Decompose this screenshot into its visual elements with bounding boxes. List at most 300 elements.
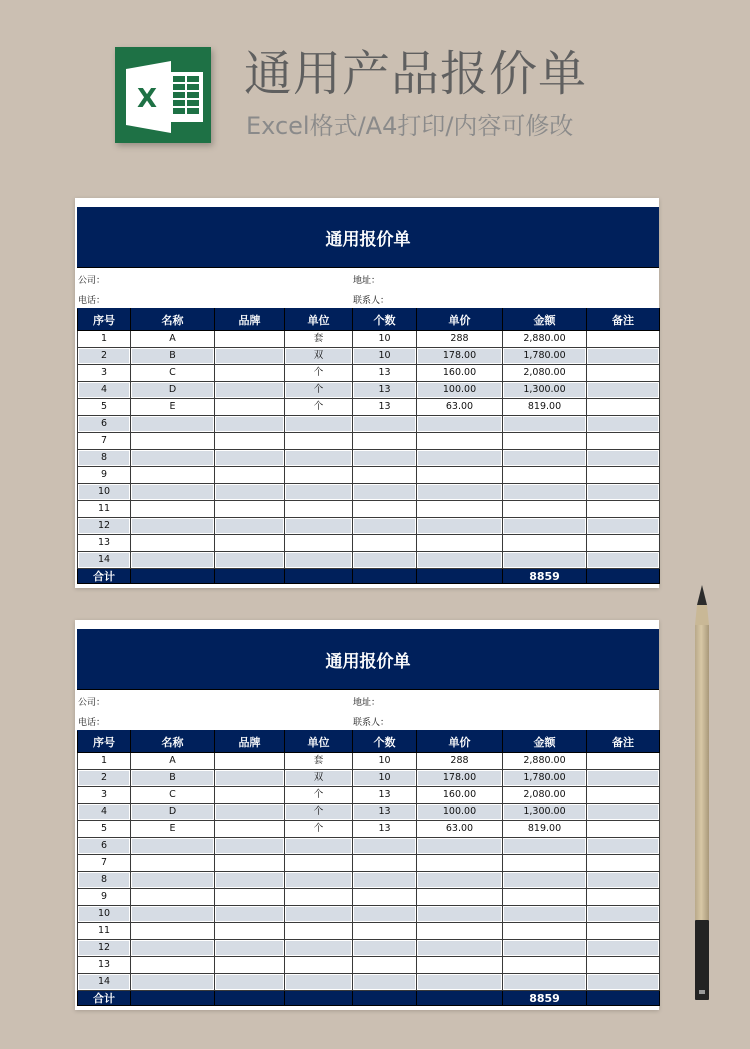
contact-label: 联系人： (353, 296, 390, 306)
table-cell[interactable]: 14 (78, 974, 131, 991)
table-cell[interactable] (215, 399, 285, 416)
table-cell[interactable] (131, 416, 215, 433)
table-row (78, 348, 660, 365)
total-empty-cell (285, 991, 353, 1006)
table-cell[interactable] (215, 770, 285, 787)
phone-label: 电话： (78, 296, 106, 306)
total-row (78, 991, 660, 1006)
table-cell[interactable]: 2 (78, 348, 131, 365)
table-row (78, 753, 660, 770)
table-cell[interactable] (587, 889, 660, 906)
table-cell[interactable] (503, 889, 587, 906)
table-row (78, 838, 660, 855)
table-cell[interactable]: 13 (353, 821, 417, 838)
contact-label: 联系人： (353, 718, 390, 728)
table-row (78, 906, 660, 923)
table-cell[interactable] (587, 416, 660, 433)
table-cell[interactable] (503, 923, 587, 940)
table-cell[interactable] (417, 535, 503, 552)
table-cell[interactable]: D (131, 382, 215, 399)
table-cell[interactable] (285, 433, 353, 450)
table-row (78, 872, 660, 889)
column-header: 个数 (353, 731, 417, 753)
table-cell[interactable] (353, 889, 417, 906)
table-cell[interactable] (417, 433, 503, 450)
table-cell[interactable] (215, 433, 285, 450)
quote-table (77, 730, 660, 1006)
table-cell[interactable]: 4 (78, 382, 131, 399)
table-cell[interactable]: 个 (285, 365, 353, 382)
table-cell[interactable] (587, 923, 660, 940)
total-empty-cell (353, 991, 417, 1006)
table-cell[interactable]: E (131, 821, 215, 838)
table-cell[interactable]: 10 (353, 348, 417, 365)
table-cell[interactable] (587, 906, 660, 923)
table-cell[interactable] (587, 552, 660, 569)
table-cell[interactable] (587, 467, 660, 484)
column-header: 单价 (417, 309, 503, 331)
table-cell[interactable] (131, 450, 215, 467)
total-label: 合计 (78, 991, 131, 1006)
column-header: 单位 (285, 731, 353, 753)
table-cell[interactable] (587, 872, 660, 889)
table-cell[interactable] (285, 923, 353, 940)
table-cell[interactable] (215, 872, 285, 889)
table-cell[interactable]: 5 (78, 821, 131, 838)
table-cell[interactable]: 3 (78, 787, 131, 804)
table-cell[interactable] (587, 821, 660, 838)
quote-sheet-preview-1 (75, 198, 659, 588)
table-cell[interactable] (131, 889, 215, 906)
table-cell[interactable]: 7 (78, 855, 131, 872)
table-cell[interactable] (131, 433, 215, 450)
table-cell[interactable] (417, 484, 503, 501)
table-row (78, 821, 660, 838)
table-cell[interactable]: 1,300.00 (503, 804, 587, 821)
table-cell[interactable] (587, 518, 660, 535)
total-empty-cell (131, 991, 215, 1006)
table-cell[interactable] (353, 450, 417, 467)
table-cell[interactable] (353, 974, 417, 991)
table-cell[interactable] (417, 957, 503, 974)
table-cell[interactable] (503, 518, 587, 535)
table-row (78, 382, 660, 399)
table-cell[interactable] (587, 855, 660, 872)
table-cell[interactable] (131, 501, 215, 518)
table-cell[interactable]: 819.00 (503, 399, 587, 416)
total-empty-cell (285, 569, 353, 584)
table-cell[interactable]: 10 (353, 753, 417, 770)
table-cell[interactable]: 2,880.00 (503, 753, 587, 770)
excel-logo-icon (115, 47, 211, 143)
table-cell[interactable]: 160.00 (417, 365, 503, 382)
column-header: 备注 (587, 731, 660, 753)
table-cell[interactable]: 63.00 (417, 821, 503, 838)
table-cell[interactable]: 13 (353, 804, 417, 821)
table-cell[interactable] (353, 467, 417, 484)
sheet-title: 通用报价单 (77, 207, 659, 268)
table-cell[interactable]: 100.00 (417, 382, 503, 399)
table-cell[interactable] (285, 889, 353, 906)
table-cell[interactable]: 13 (353, 399, 417, 416)
company-label: 公司： (78, 698, 106, 708)
company-label: 公司： (78, 276, 106, 286)
table-cell[interactable] (285, 518, 353, 535)
table-cell[interactable]: B (131, 348, 215, 365)
table-cell[interactable] (417, 838, 503, 855)
table-cell[interactable] (131, 855, 215, 872)
table-row (78, 804, 660, 821)
table-cell[interactable] (215, 416, 285, 433)
table-cell[interactable] (285, 838, 353, 855)
table-cell[interactable] (215, 889, 285, 906)
table-cell[interactable] (587, 484, 660, 501)
table-cell[interactable] (587, 957, 660, 974)
table-cell[interactable]: 2,080.00 (503, 787, 587, 804)
table-cell[interactable] (285, 940, 353, 957)
table-cell[interactable] (285, 416, 353, 433)
table-cell[interactable] (503, 501, 587, 518)
table-cell[interactable] (215, 940, 285, 957)
column-header: 序号 (78, 309, 131, 331)
info-row-company (77, 268, 659, 288)
table-cell[interactable] (587, 348, 660, 365)
table-cell[interactable] (503, 906, 587, 923)
table-row (78, 365, 660, 382)
table-cell[interactable] (131, 974, 215, 991)
table-cell[interactable] (131, 923, 215, 940)
table-cell[interactable]: 10 (78, 906, 131, 923)
table-cell[interactable] (503, 872, 587, 889)
svg-text:X: X (136, 84, 158, 114)
table-cell[interactable]: 1 (78, 331, 131, 348)
table-cell[interactable]: 9 (78, 467, 131, 484)
table-cell[interactable] (503, 416, 587, 433)
table-row (78, 787, 660, 804)
column-header: 名称 (131, 731, 215, 753)
table-cell[interactable] (587, 433, 660, 450)
table-cell[interactable]: 288 (417, 753, 503, 770)
column-header: 单位 (285, 309, 353, 331)
total-empty-cell (417, 569, 503, 584)
table-cell[interactable] (417, 450, 503, 467)
table-cell[interactable]: 10 (78, 484, 131, 501)
table-cell[interactable] (215, 518, 285, 535)
table-cell[interactable]: 1,780.00 (503, 348, 587, 365)
table-cell[interactable]: 2,880.00 (503, 331, 587, 348)
table-cell[interactable] (417, 906, 503, 923)
table-cell[interactable] (131, 467, 215, 484)
table-cell[interactable]: 12 (78, 940, 131, 957)
table-row (78, 923, 660, 940)
table-row (78, 331, 660, 348)
table-cell[interactable] (417, 923, 503, 940)
table-cell[interactable] (417, 467, 503, 484)
table-cell[interactable]: 个 (285, 399, 353, 416)
total-empty-cell (131, 569, 215, 584)
table-cell[interactable] (215, 552, 285, 569)
column-header: 名称 (131, 309, 215, 331)
table-cell[interactable] (353, 518, 417, 535)
table-cell[interactable] (587, 770, 660, 787)
table-cell[interactable] (353, 552, 417, 569)
table-cell[interactable]: 4 (78, 804, 131, 821)
table-cell[interactable] (215, 450, 285, 467)
table-cell[interactable] (131, 518, 215, 535)
table-cell[interactable] (587, 535, 660, 552)
table-cell[interactable]: 6 (78, 416, 131, 433)
sheet-title: 通用报价单 (77, 629, 659, 690)
table-cell[interactable]: 10 (353, 331, 417, 348)
table-cell[interactable] (353, 923, 417, 940)
total-empty-cell (215, 991, 285, 1006)
table-cell[interactable] (285, 872, 353, 889)
table-cell[interactable] (285, 552, 353, 569)
table-row (78, 889, 660, 906)
table-row (78, 974, 660, 991)
table-cell[interactable] (353, 501, 417, 518)
table-cell[interactable] (587, 787, 660, 804)
page-title: 通用产品报价单 (244, 46, 588, 102)
table-cell[interactable] (587, 804, 660, 821)
column-header: 品牌 (215, 309, 285, 331)
table-cell[interactable] (215, 365, 285, 382)
table-cell[interactable]: 1,300.00 (503, 382, 587, 399)
table-cell[interactable]: 13 (353, 382, 417, 399)
table-cell[interactable] (417, 501, 503, 518)
table-cell[interactable] (587, 365, 660, 382)
column-header: 个数 (353, 309, 417, 331)
table-cell[interactable] (503, 974, 587, 991)
table-cell[interactable] (353, 535, 417, 552)
table-cell[interactable]: 8 (78, 450, 131, 467)
table-cell[interactable] (417, 940, 503, 957)
page-subtitle: Excel格式/A4打印/内容可修改 (246, 112, 574, 140)
table-cell[interactable] (285, 855, 353, 872)
table-cell[interactable] (215, 974, 285, 991)
total-value: 8859 (503, 991, 587, 1006)
table-cell[interactable] (587, 382, 660, 399)
table-cell[interactable] (587, 331, 660, 348)
excel-icon (115, 47, 211, 143)
table-cell[interactable] (131, 552, 215, 569)
table-cell[interactable] (353, 940, 417, 957)
table-cell[interactable] (131, 838, 215, 855)
table-cell[interactable]: 8 (78, 872, 131, 889)
table-cell[interactable] (131, 957, 215, 974)
table-cell[interactable] (503, 940, 587, 957)
table-cell[interactable] (131, 535, 215, 552)
table-cell[interactable]: 7 (78, 433, 131, 450)
table-cell[interactable]: 双 (285, 348, 353, 365)
address-label: 地址： (353, 698, 381, 708)
total-value: 8859 (503, 569, 587, 584)
table-cell[interactable]: 个 (285, 382, 353, 399)
table-cell[interactable]: 178.00 (417, 348, 503, 365)
table-cell[interactable] (215, 787, 285, 804)
table-cell[interactable]: 10 (353, 770, 417, 787)
table-cell[interactable] (215, 906, 285, 923)
table-row (78, 957, 660, 974)
table-cell[interactable] (285, 450, 353, 467)
table-row (78, 399, 660, 416)
table-cell[interactable]: 6 (78, 838, 131, 855)
table-cell[interactable]: A (131, 753, 215, 770)
table-cell[interactable] (503, 484, 587, 501)
table-cell[interactable] (587, 974, 660, 991)
table-cell[interactable] (503, 838, 587, 855)
table-cell[interactable]: 个 (285, 787, 353, 804)
table-cell[interactable] (503, 552, 587, 569)
table-cell[interactable] (285, 467, 353, 484)
total-empty-cell (587, 569, 660, 584)
table-cell[interactable]: A (131, 331, 215, 348)
table-cell[interactable]: 13 (78, 957, 131, 974)
table-cell[interactable]: D (131, 804, 215, 821)
table-cell[interactable]: 100.00 (417, 804, 503, 821)
table-cell[interactable] (215, 535, 285, 552)
column-header: 序号 (78, 731, 131, 753)
table-cell[interactable] (587, 399, 660, 416)
table-cell[interactable]: 5 (78, 399, 131, 416)
table-row (78, 416, 660, 433)
table-cell[interactable] (353, 416, 417, 433)
table-cell[interactable] (285, 957, 353, 974)
table-cell[interactable]: 套 (285, 753, 353, 770)
table-cell[interactable] (285, 484, 353, 501)
table-cell[interactable] (353, 957, 417, 974)
table-cell[interactable]: C (131, 787, 215, 804)
table-cell[interactable] (417, 518, 503, 535)
table-cell[interactable]: 2,080.00 (503, 365, 587, 382)
table-cell[interactable] (417, 889, 503, 906)
table-cell[interactable] (131, 940, 215, 957)
table-cell[interactable] (215, 923, 285, 940)
table-cell[interactable] (353, 855, 417, 872)
column-header: 品牌 (215, 731, 285, 753)
table-cell[interactable] (131, 872, 215, 889)
total-empty-cell (215, 569, 285, 584)
table-cell[interactable] (503, 450, 587, 467)
table-cell[interactable] (215, 501, 285, 518)
table-row (78, 535, 660, 552)
table-cell[interactable]: C (131, 365, 215, 382)
table-row (78, 940, 660, 957)
table-cell[interactable] (215, 804, 285, 821)
total-empty-cell (417, 991, 503, 1006)
table-cell[interactable] (503, 467, 587, 484)
column-header: 单价 (417, 731, 503, 753)
table-cell[interactable] (503, 433, 587, 450)
table-cell[interactable]: 178.00 (417, 770, 503, 787)
table-cell[interactable] (417, 974, 503, 991)
table-cell[interactable] (285, 906, 353, 923)
quote-sheet-preview-2 (75, 620, 659, 1010)
table-cell[interactable] (353, 872, 417, 889)
table-cell[interactable] (353, 906, 417, 923)
table-cell[interactable] (503, 957, 587, 974)
table-cell[interactable] (215, 855, 285, 872)
table-cell[interactable]: 个 (285, 821, 353, 838)
table-cell[interactable]: 2 (78, 770, 131, 787)
table-cell[interactable] (353, 484, 417, 501)
table-cell[interactable]: 288 (417, 331, 503, 348)
table-cell[interactable] (215, 382, 285, 399)
table-cell[interactable]: 套 (285, 331, 353, 348)
table-cell[interactable] (417, 552, 503, 569)
table-cell[interactable]: 个 (285, 804, 353, 821)
table-cell[interactable] (417, 416, 503, 433)
table-cell[interactable]: 11 (78, 501, 131, 518)
table-cell[interactable]: 9 (78, 889, 131, 906)
table-cell[interactable]: 13 (78, 535, 131, 552)
table-cell[interactable] (215, 348, 285, 365)
table-cell[interactable] (587, 501, 660, 518)
table-cell[interactable] (353, 433, 417, 450)
table-cell[interactable] (215, 821, 285, 838)
table-cell[interactable] (285, 974, 353, 991)
total-empty-cell (587, 991, 660, 1006)
table-row (78, 552, 660, 569)
table-cell[interactable] (353, 838, 417, 855)
table-cell[interactable]: 63.00 (417, 399, 503, 416)
table-cell[interactable]: 3 (78, 365, 131, 382)
table-row (78, 501, 660, 518)
table-cell[interactable] (417, 855, 503, 872)
table-cell[interactable] (131, 906, 215, 923)
table-cell[interactable]: 双 (285, 770, 353, 787)
table-cell[interactable] (215, 753, 285, 770)
table-cell[interactable] (587, 838, 660, 855)
table-cell[interactable] (215, 957, 285, 974)
table-cell[interactable]: 1,780.00 (503, 770, 587, 787)
table-row (78, 433, 660, 450)
info-row-company (77, 690, 659, 710)
table-cell[interactable] (215, 331, 285, 348)
table-cell[interactable] (131, 484, 215, 501)
table-cell[interactable] (215, 838, 285, 855)
table-cell[interactable]: 12 (78, 518, 131, 535)
table-row (78, 855, 660, 872)
table-cell[interactable] (587, 753, 660, 770)
table-row (78, 518, 660, 535)
table-cell[interactable]: E (131, 399, 215, 416)
table-cell[interactable]: 1 (78, 753, 131, 770)
table-cell[interactable] (587, 940, 660, 957)
table-cell[interactable]: B (131, 770, 215, 787)
table-row (78, 467, 660, 484)
table-header-row (78, 731, 660, 753)
table-cell[interactable] (215, 467, 285, 484)
table-cell[interactable] (503, 535, 587, 552)
total-row (78, 569, 660, 584)
table-cell[interactable] (587, 450, 660, 467)
table-cell[interactable] (285, 501, 353, 518)
table-header-row (78, 309, 660, 331)
table-row (78, 450, 660, 467)
table-cell[interactable]: 13 (353, 365, 417, 382)
table-cell[interactable]: 160.00 (417, 787, 503, 804)
table-cell[interactable] (285, 535, 353, 552)
table-cell[interactable] (417, 872, 503, 889)
table-cell[interactable]: 13 (353, 787, 417, 804)
table-row (78, 484, 660, 501)
table-cell[interactable]: 14 (78, 552, 131, 569)
table-cell[interactable] (503, 855, 587, 872)
table-cell[interactable]: 11 (78, 923, 131, 940)
table-cell[interactable] (215, 484, 285, 501)
table-cell[interactable]: 819.00 (503, 821, 587, 838)
